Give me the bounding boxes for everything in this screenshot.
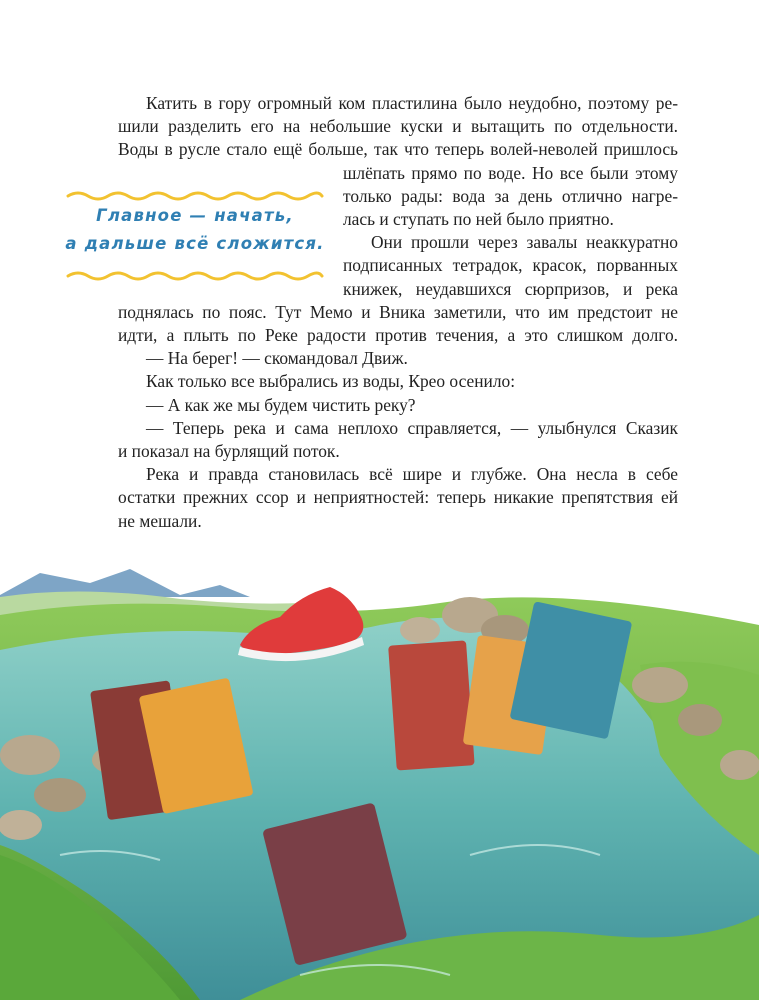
paragraph-line: подписанных тетрадок, красок, порванных <box>343 255 678 276</box>
river-illustration <box>0 555 759 1000</box>
quote-line: а дальше всё сложится. <box>65 234 325 253</box>
paragraph-line: — На берег! — скомандовал Движ. <box>146 348 408 369</box>
quote-callout <box>64 190 326 282</box>
paragraph-line: только рады: вода за день отлично нагре- <box>343 185 678 206</box>
paragraph-line: Они прошли через завалы неаккуратно <box>371 232 678 253</box>
paragraph-line: и показал на бурлящий поток. <box>118 441 340 462</box>
paragraph-line: поднялась по пояс. Тут Мемо и Вника заметили, что им предстоит не <box>118 301 678 322</box>
paragraph-line: остатки прежних ссор и неприятностей: теперь никакие препятствия ей <box>118 487 678 508</box>
paragraph-line: не мешали. <box>118 510 202 531</box>
paragraph-line: Воды в русле стало ещё больше, так что теперь волей-неволей пришлось <box>118 139 678 160</box>
paragraph-line: шлёпать прямо по воде. Но все были этому <box>343 162 678 183</box>
story-text <box>118 92 678 533</box>
paragraph-line: — Теперь река и сама неплохо справляется, — улыбнулся Сказик <box>146 417 678 438</box>
paragraph-line: — А как же мы будем чистить реку? <box>146 394 416 415</box>
paragraph-line: Река и правда становилась всё шире и глубже. Она несла в себе <box>146 464 678 485</box>
paragraph-line: лась и ступать по ней было приятно. <box>343 209 614 230</box>
book-treasure-island-icon <box>388 640 475 770</box>
paragraph-line: шили разделить его на небольшие куски и вытащить по отдельности. <box>118 116 678 137</box>
paragraph-line: идти, а плыть по Реке радости против течения, а это слишком долго. <box>118 325 678 346</box>
paragraph-line: книжек, неудавшихся сюрпризов, и река <box>343 278 678 299</box>
paragraph-line: Как только все выбрались из воды, Крео осенило: <box>146 371 516 392</box>
paragraph-line: Катить в гору огромный ком пластилина было неудобно, поэтому ре- <box>146 93 678 113</box>
mountains-icon <box>0 569 250 597</box>
quote-line: Главное — начать, <box>96 206 294 225</box>
quote-text <box>64 202 326 258</box>
